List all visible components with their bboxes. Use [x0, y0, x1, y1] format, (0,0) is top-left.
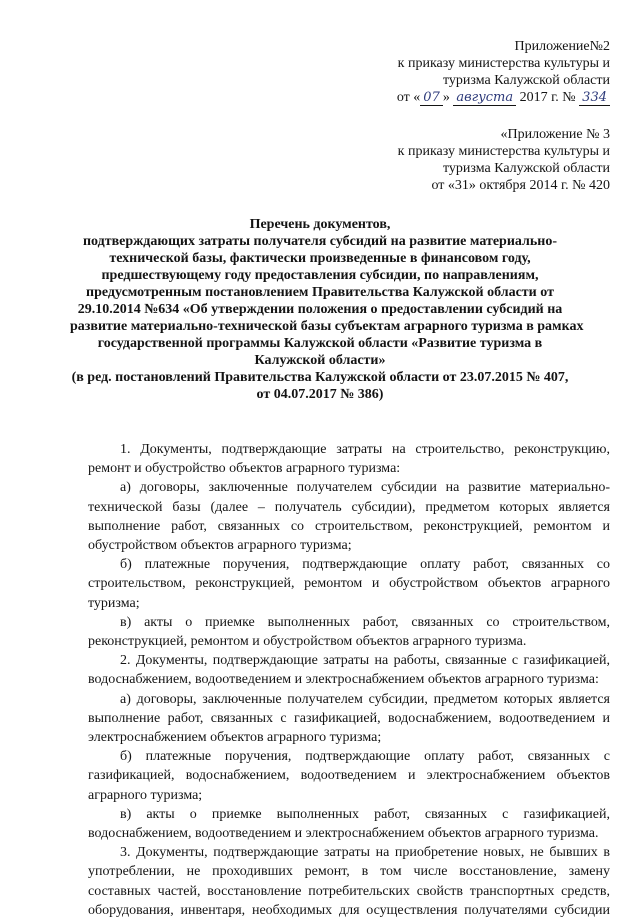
- date-prefix: от «: [396, 90, 421, 105]
- annex-title: «Приложение № 3: [500, 127, 610, 142]
- title-line: предшествующему году предоставления субсидии, по направлениям,: [101, 268, 539, 283]
- body-line: выполнение работ, связанных с газификацией, водоснабжением, водоотведением и: [88, 710, 610, 726]
- body-line: б) платежные поручения, подтверждающие оплату работ, связанных с: [120, 749, 610, 765]
- body-line: в) акты о приемке выполненных работ, связанных со строительством,: [120, 614, 610, 630]
- annex-order-line: к приказу министерства культуры и: [397, 144, 610, 159]
- body-line: водоснабжением, водоотведением и электроснабжением объектов аграрного туризма:: [88, 672, 599, 688]
- body-line: составных частей, восстановление потребительских свойств транспортных средств,: [88, 883, 610, 899]
- title-line: предусмотренным постановлением Правительства Калужской области от: [86, 285, 554, 300]
- body-line: употреблении, не проходивших ремонт, в том числе восстановление, замену: [88, 864, 610, 880]
- title-line: государственной программы Калужской области «Развитие туризма в: [97, 336, 543, 351]
- body-line: аграрного туризма;: [88, 787, 203, 803]
- title-line: развитие материально-технической базы субъектам аграрного туризма в рамках: [70, 319, 584, 334]
- body-line: в) акты о приемке выполненных работ, связанных с газификацией,: [120, 806, 610, 822]
- body-line: обустройством объектов аграрного туризма;: [88, 538, 352, 554]
- body-line: строительством, реконструкцией, ремонтом и обустройством объектов аграрного: [88, 576, 610, 592]
- body-line: оборудования, инвентаря, необходимых для осуществления получателями субсидии: [88, 902, 610, 918]
- annex-3-header: [398, 126, 610, 194]
- date-mid: »: [442, 90, 450, 105]
- annex-ministry-line: туризма Калужской области: [442, 161, 610, 176]
- body-line: а) договоры, заключенные получателем субсидии, предметом которых является: [120, 691, 610, 707]
- body-line: выполнение работ, связанных со строительством, реконструкцией, ремонтом и: [88, 518, 610, 534]
- document-title: [70, 216, 584, 403]
- title-line: технической базы, фактически произведенные в финансовом году,: [109, 251, 531, 266]
- body-line: ремонт и обустройство объектов аграрного туризма:: [88, 461, 401, 477]
- title-line: подтверждающих затраты получателя субсидий на развитие материально-: [82, 234, 558, 249]
- handwritten-day: 07: [420, 91, 443, 106]
- body-line: 3. Документы, подтверждающие затраты на приобретение новых, не бывших в: [120, 845, 610, 861]
- body-line: водоснабжением, водоотведением и электроснабжением объектов аграрного туризма.: [88, 826, 599, 842]
- body-line: газификацией, водоснабжением, водоотведением и электроснабжением объектов: [88, 768, 610, 784]
- body-line: 2. Документы, подтверждающие затраты на работы, связанные с газификацией,: [120, 653, 610, 669]
- annex-order-line: к приказу министерства культуры и: [397, 56, 610, 71]
- body-line: туризма;: [88, 595, 140, 611]
- body-line: 1. Документы, подтверждающие затраты на строительство, реконструкцию,: [120, 442, 610, 457]
- body-line: а) договоры, заключенные получателем субсидии на развитие материально-: [120, 480, 610, 496]
- annex-ministry-line: туризма Калужской области: [442, 73, 610, 88]
- body-line: б) платежные поручения, подтверждающие оплату работ, связанных со: [120, 557, 610, 573]
- body-line: реконструкцией, ремонтом и обустройством объектов аграрного туризма.: [88, 634, 527, 650]
- date-year: 2017 г. №: [516, 90, 580, 105]
- body-line: технической базы (далее – получатель субсидии), предметом которых является: [88, 499, 610, 515]
- document-body: [88, 440, 610, 920]
- title-line: Перечень документов,: [249, 217, 391, 232]
- annex-date-line: [397, 89, 610, 106]
- annex-title: Приложение№2: [514, 39, 610, 54]
- title-line: от 04.07.2017 № 386): [256, 387, 384, 402]
- handwritten-number: 334: [579, 91, 610, 106]
- body-line: электроснабжением объектов аграрного туризма;: [88, 730, 382, 746]
- title-line: (в ред. постановлений Правительства Калужской области от 23.07.2015 № 407,: [71, 370, 569, 385]
- annex-2-header: [397, 38, 610, 106]
- title-line: 29.10.2014 №634 «Об утверждении положения о предоставлении субсидий на: [77, 302, 563, 317]
- handwritten-month: августа: [453, 91, 516, 106]
- annex-date-line: от «31» октября 2014 г. № 420: [431, 178, 610, 193]
- title-line: Калужской области»: [254, 353, 386, 368]
